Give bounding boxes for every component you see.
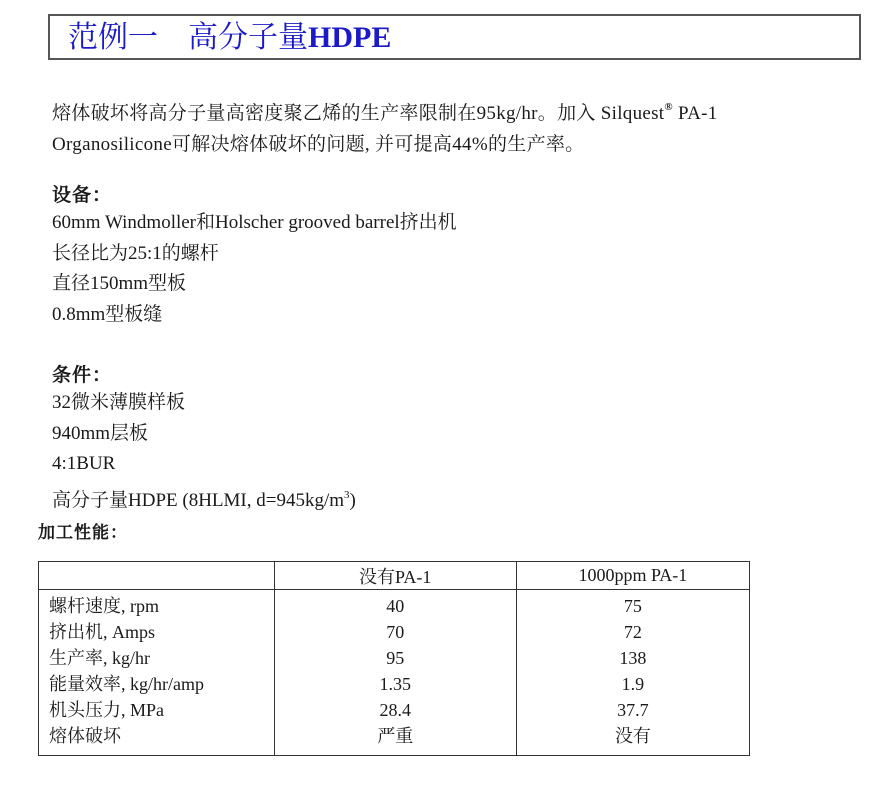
intro-line-2: Organosilicone可解决熔体破坏的问题, 并可提高44%的生产率。 [52, 134, 585, 155]
table-row [39, 590, 750, 756]
value-without: 95 [386, 648, 405, 668]
title-subject: 高分子量 [188, 21, 308, 54]
conditions-heading: 条件： [52, 364, 113, 386]
intro-line-1-text: 熔体破坏将高分子量高密度聚乙烯的生产率限制在95kg/hr。加入 Silquest [52, 103, 665, 124]
value-with: 没有 [614, 726, 651, 746]
value-without: 28.4 [379, 700, 411, 720]
value-with: 72 [623, 622, 642, 642]
registered-mark: ® [664, 101, 673, 113]
equipment-item: 0.8mm型板缝 [52, 303, 163, 325]
performance-heading: 加工性能： [38, 523, 128, 543]
header-without-pa1: 没有PA-1 [274, 562, 516, 590]
superscript-3: 3 [344, 488, 350, 501]
conditions-list [52, 388, 356, 516]
header-empty [39, 562, 275, 590]
value-without: 40 [386, 596, 405, 616]
equipment-item: 直径150mm型板 [52, 273, 187, 294]
with-pa1-values-cell [516, 590, 749, 756]
value-with: 37.7 [617, 700, 649, 720]
value-with: 75 [623, 596, 642, 616]
conditions-item-text: 高分子量HDPE (8HLMI, d=945kg/m [52, 489, 345, 511]
conditions-item: 32微米薄膜样板 [52, 392, 186, 413]
row-label: 能量效率, kg/hr/amp [49, 674, 204, 694]
value-with: 138 [619, 648, 647, 668]
value-without: 70 [386, 622, 405, 642]
title-subject-suffix: HDPE [308, 21, 392, 54]
value-with: 1.9 [621, 674, 645, 694]
performance-table [38, 561, 750, 756]
intro-paragraph [52, 92, 872, 160]
without-pa1-values-cell [274, 590, 516, 756]
row-label: 挤出机, Amps [49, 622, 156, 642]
table-header-row [39, 562, 750, 590]
equipment-list [52, 208, 457, 330]
closing-paren: ) [349, 489, 356, 511]
intro-line-1 [52, 92, 872, 129]
row-labels-cell [39, 590, 275, 756]
header-with-pa1: 1000ppm PA-1 [516, 562, 749, 590]
value-without: 1.35 [379, 674, 411, 694]
page-title [68, 20, 391, 56]
row-label: 螺杆速度, rpm [49, 596, 159, 616]
value-without: 严重 [377, 726, 414, 746]
conditions-item [52, 480, 356, 517]
row-label: 熔体破坏 [49, 726, 121, 746]
conditions-item: 940mm层板 [52, 422, 149, 444]
title-label: 范例一 [68, 21, 158, 54]
equipment-item: 60mm Windmoller和Holscher grooved barrel挤出机 [52, 212, 457, 233]
equipment-item: 长径比为25:1的螺杆 [52, 242, 219, 264]
row-label: 生产率, kg/hr [49, 648, 150, 668]
title-box [48, 14, 861, 60]
conditions-item: 4:1BUR [52, 453, 116, 474]
intro-line-1-product: PA-1 [672, 103, 718, 124]
equipment-heading: 设备： [52, 184, 113, 206]
row-label: 机头压力, MPa [49, 700, 165, 720]
